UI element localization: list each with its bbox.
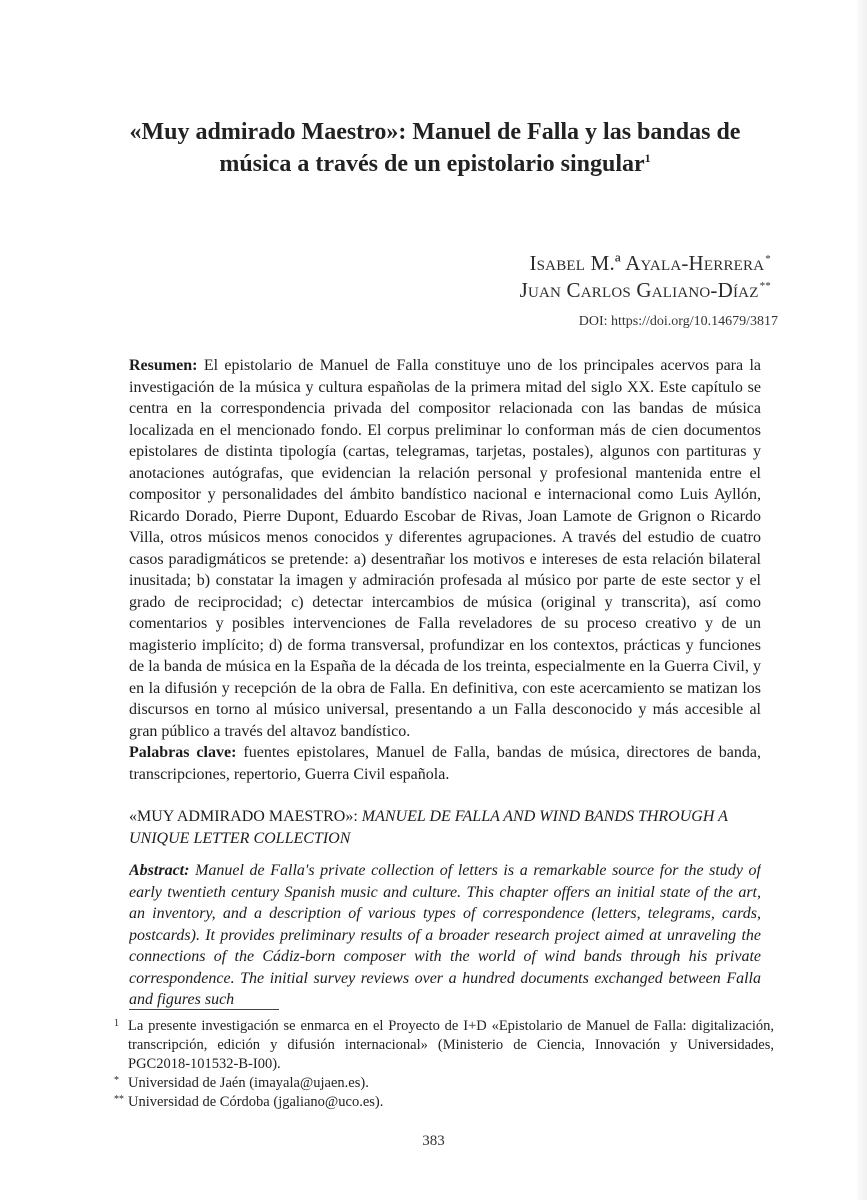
abstract-english	[129, 860, 761, 1010]
footnote-mark: **	[114, 1094, 124, 1105]
footnote	[114, 1074, 774, 1093]
abstract-spanish-label: Resumen:	[129, 357, 198, 374]
keywords-text: fuentes epistolares, Manuel de Falla, bandas de música, directores de banda, transcripciones, repertorio, Guerra Civil española.	[129, 744, 762, 783]
footnotes	[114, 1017, 774, 1112]
doi: DOI: https://doi.org/10.14679/3817	[578, 314, 778, 329]
author-affiliation-mark: *	[765, 253, 771, 265]
footnote-text: Universidad de Jaén (imayala@ujaen.es).	[128, 1075, 369, 1091]
abstract-english-text: Manuel de Falla's private collection of letters is a remarkable source for the study of early twentieth century Spanish music and culture. This chapter offers an initial state of the art, an inventory, and a description of various types of correspondence (letters, telegrams, cards, postcards). It provides preliminary results of a broader research project aimed at unraveling the connections of the Cádiz-born composer with the world of wind bands through his private correspondence. The initial survey reviews over a hundred documents exchanged between Falla and figures such	[129, 862, 761, 1008]
footnote	[114, 1093, 774, 1112]
author-name: Juan Carlos Galiano-Díaz	[519, 278, 759, 302]
footnote-mark: 1	[114, 1018, 119, 1029]
chapter-title	[110, 116, 760, 180]
title-footnote-mark: 1	[644, 151, 651, 165]
english-title	[129, 806, 761, 849]
footnote-text: Universidad de Córdoba (jgaliano@uco.es).	[128, 1094, 384, 1110]
footnote-mark: *	[114, 1075, 119, 1086]
author	[520, 250, 771, 277]
keywords-label: Palabras clave:	[129, 744, 237, 761]
author-name: Isabel M.ª Ayala-Herrera	[529, 251, 765, 275]
page-number: 383	[422, 1133, 445, 1149]
english-title-italic: MANUEL DE FALLA AND WIND BANDS THROUGH A UNIQUE LETTER COLLECTION	[129, 808, 728, 847]
author-affiliation-mark: **	[759, 280, 771, 292]
author	[520, 277, 771, 304]
english-title-upright: «MUY ADMIRADO MAESTRO»:	[129, 808, 358, 825]
footnote	[114, 1017, 774, 1074]
abstract-english-label: Abstract:	[129, 862, 190, 879]
abstract-spanish-text: El epistolario de Manuel de Falla constituye uno de los principales acervos para la investigación de la música y cultura españolas de la primera mitad del siglo XX. Este capítulo se centra en la correspondencia privada del compositor relacionada con las bandas de música localizada en el mencionado fondo. El corpus preliminar lo conforman más de cien documentos epistolares de distinta tipología (cartas, telegramas, tarjetas, postales), algunos con partituras y anotaciones autógrafas, que evidencian la relación personal y profesional mantenida entre el compositor y personalidades del ámbito bandístico nacional e internacional como Luis Ayllón, Ricardo Dorado, Pierre Dupont, Eduardo Escobar de Rivas, Joan Lamote de Grignon o Ricardo Villa, otros músicos menos conocidos y diferentes agrupaciones. A través del estudio de cuatro casos paradigmáticos se pretende: a) desentrañar los motivos e intereses de esta relación bilateral inusitada; b) constatar la imagen y admiración profesada al músico por parte de este sector y el grado de reciprocidad; c) detectar intercambios de música (original y transcrita), así como comentarios y posibles intervenciones de Falla reveladores de su proceso creativo y de un magisterio implícito; d) de forma transversal, profundizar en los contextos, prácticas y funciones de la banda de música en la España de la década de los treinta, especialmente en la Guerra Civil, y en la difusión y recepción de la obra de Falla. En definitiva, con este acercamiento se matizan los discursos en torno al músico universal, presentando a un Falla desconocido y más accesible al gran público a través del altavoz bandístico.	[129, 357, 762, 740]
footnote-text: La presente investigación se enmarca en el Proyecto de I+D «Epistolario de Manuel de Falla: digitalización, transcripción, edición y difusión internacional» (Ministerio de Ciencia, Innovación y Universidades, PGC2018-101532-B-I00).	[128, 1018, 774, 1072]
keywords	[129, 742, 761, 785]
chapter-title-text: «Muy admirado Maestro»: Manuel de Falla y las bandas de música a través de un epistolario singular	[129, 119, 741, 177]
abstract-spanish	[129, 355, 761, 742]
page-edge	[857, 0, 867, 1200]
footnote-rule	[129, 1009, 279, 1010]
author-list	[520, 250, 771, 304]
